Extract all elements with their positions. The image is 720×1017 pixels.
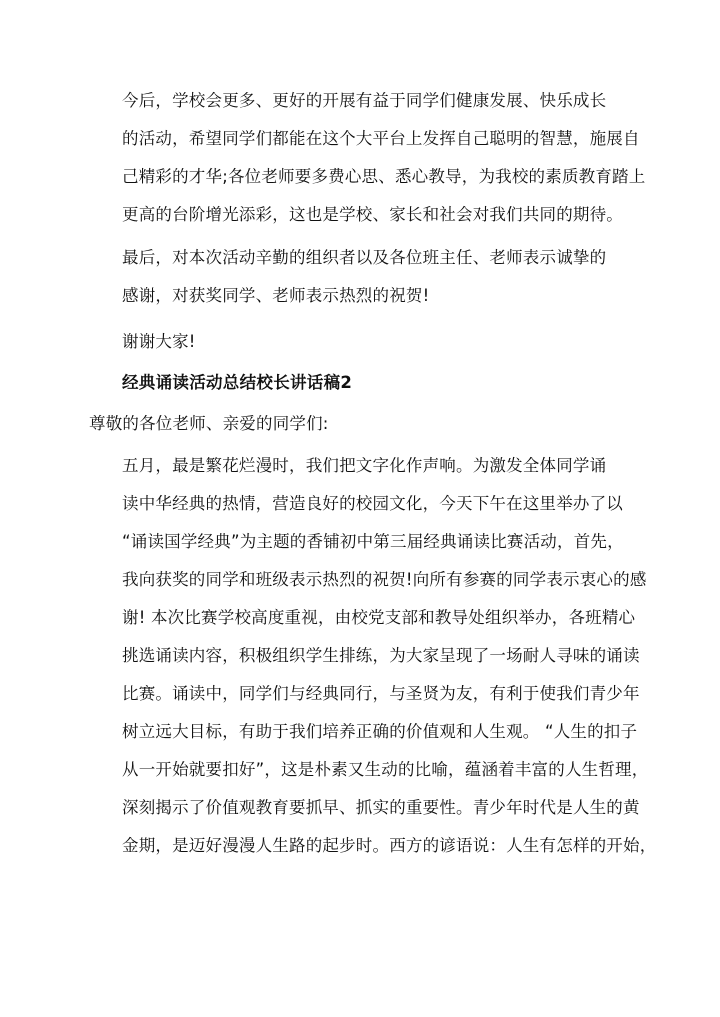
paragraph-speech-body: [89, 447, 657, 865]
text-line: 谢谢大家!: [122, 332, 196, 351]
text-line: “诵读国学经典”为主题的香铺初中第三届经典诵读比赛活动，首先，: [122, 532, 624, 551]
text-line: 读中华经典的热情，营造良好的校园文化，今天下午在这里举办了以: [122, 494, 623, 513]
text-line: 感谢，对获奖同学、老师表示热烈的祝贺!: [122, 286, 430, 305]
text-line: 挑选诵读内容，积极组织学生排练，为大家呈现了一场耐人寻味的诵读: [122, 646, 640, 665]
text-line: 的活动，希望同学们都能在这个大平台上发挥自己聪明的智慧，施展自: [122, 129, 640, 148]
text-line: 金期，是迈好漫漫人生路的起步时。西方的谚语说：人生有怎样的开始，: [122, 836, 657, 855]
text-line: 更高的台阶增光添彩，这也是学校、家长和社会对我们共同的期待。: [122, 205, 623, 224]
text-line: 尊敬的各位老师、亲爱的同学们:: [89, 414, 329, 433]
text-line: 树立远大目标，有助于我们培养正确的价值观和人生观。 “人生的扣子: [122, 722, 638, 741]
section-heading: 经典诵读活动总结校长讲话稿2: [122, 373, 353, 392]
paragraph-thanks: [89, 239, 641, 315]
text-line: 深刻揭示了价值观教育要抓早、抓实的重要性。青少年时代是人生的黄: [122, 798, 640, 817]
paragraph-thank-you-all: [89, 323, 641, 361]
text-line: 谢! 本次比赛学校高度重视，由校党支部和教导处组织举办，各班精心: [122, 608, 636, 627]
text-line: 比赛。诵读中，同学们与经典同行，与圣贤为友，有利于使我们青少年: [122, 684, 640, 703]
text-line: 我向获奖的同学和班级表示热烈的祝贺!向所有参赛的同学表示衷心的感: [122, 570, 647, 589]
paragraph-closing-remarks: [89, 82, 646, 234]
text-line: 从一开始就要扣好”，这是朴素又生动的比喻，蕴涵着丰富的人生哲理，: [122, 760, 649, 779]
text-line: 今后，学校会更多、更好的开展有益于同学们健康发展、快乐成长: [122, 91, 607, 110]
text-line: 五月，最是繁花烂漫时，我们把文字化作声响。为激发全体同学诵: [122, 456, 607, 475]
text-line: 己精彩的才华;各位老师要多费心思、悉心教导，为我校的素质教育踏上: [122, 167, 646, 186]
text-line: 最后，对本次活动辛勤的组织者以及各位班主任、老师表示诚挚的: [122, 248, 607, 267]
salutation: [89, 405, 641, 443]
